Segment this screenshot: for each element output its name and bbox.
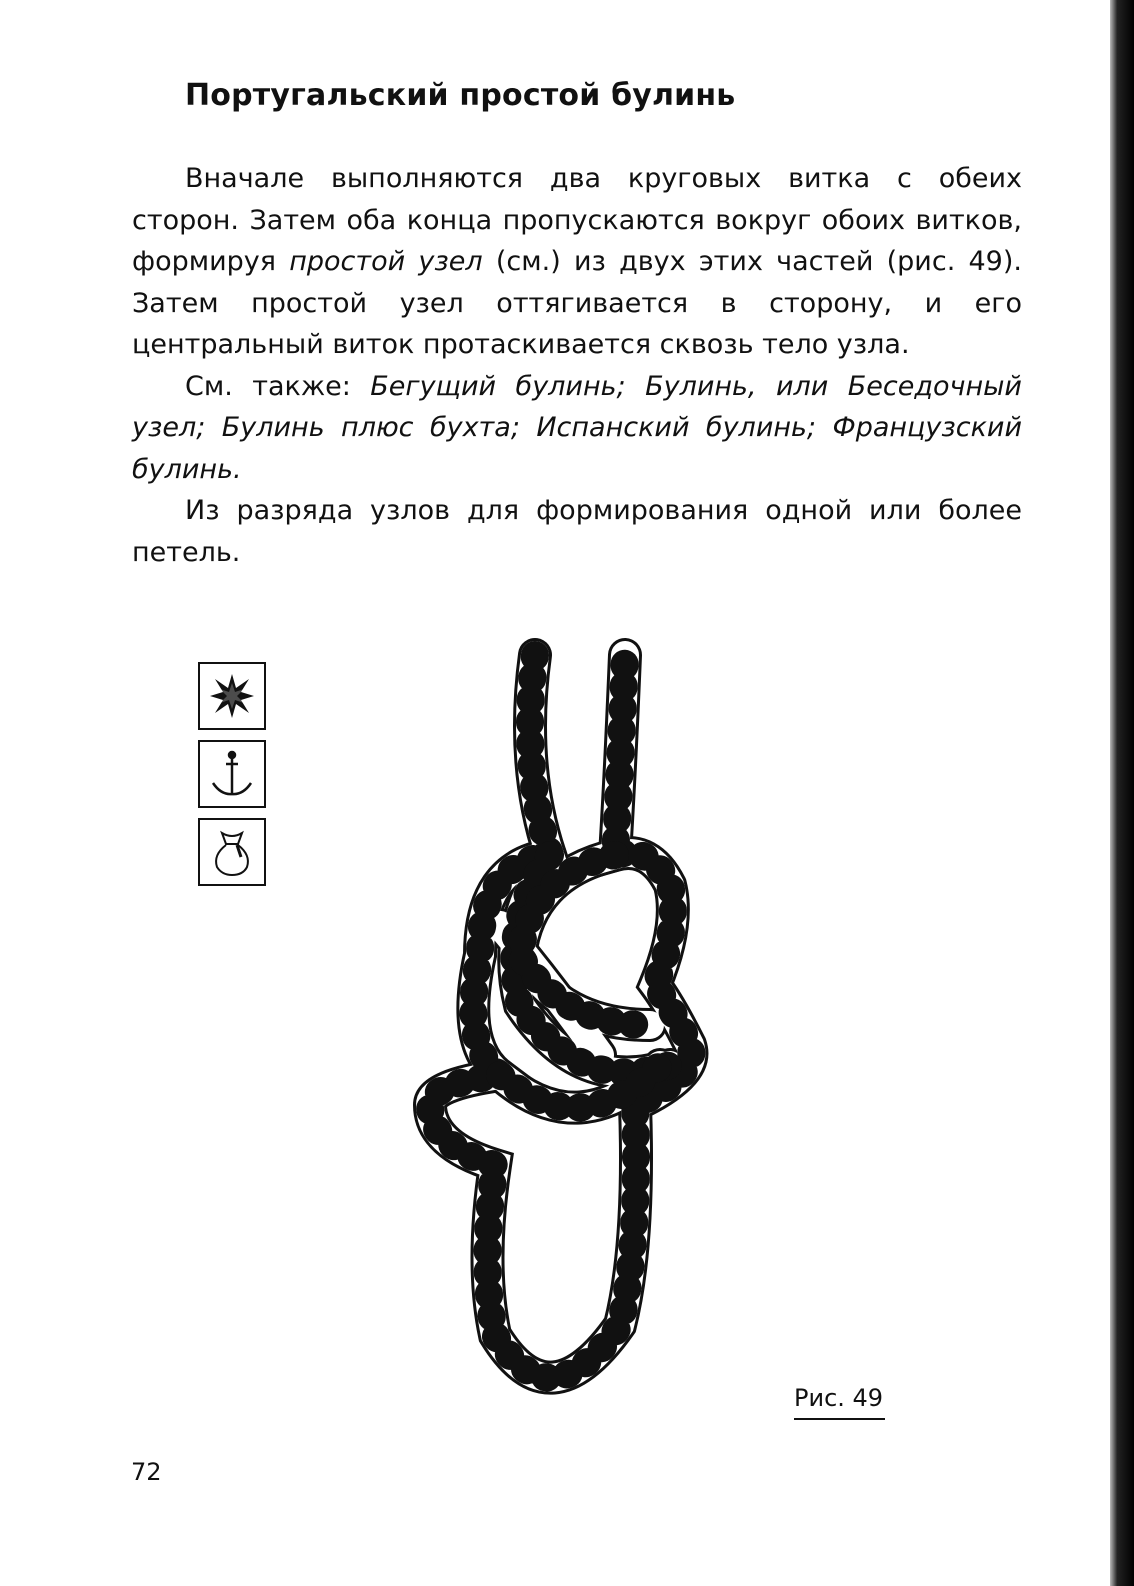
page-title: Португальский простой булинь bbox=[185, 78, 736, 113]
knot-illustration bbox=[400, 625, 720, 1425]
text-segment: (см.) из двух этих частей (рис. 49). Затем простой узел оттягивается в сторону, и его центральный виток протаскивается сквозь тело узла. bbox=[132, 246, 1022, 360]
body-text bbox=[132, 158, 1022, 573]
bag-icon bbox=[198, 818, 266, 886]
paragraph-category bbox=[132, 490, 1022, 573]
scan-page-edge bbox=[1110, 0, 1134, 1586]
anchor-icon bbox=[198, 740, 266, 808]
usage-icons bbox=[198, 662, 266, 896]
figure-caption: Рис. 49 bbox=[794, 1384, 885, 1420]
text-segment: Вначале выполняются два круговых витка с обеих сторон. Затем оба конца пропускаются вокруг обоих витков, формируя bbox=[132, 163, 1022, 277]
paragraph-description bbox=[132, 158, 1022, 366]
cross-reference: Бегущий булинь; Булинь, или Беседочный узел; Булинь плюс бухта; Испанский булинь; Французский булинь. bbox=[132, 370, 1022, 485]
cross-reference: простой узел bbox=[289, 246, 483, 277]
star-burst-icon bbox=[198, 662, 266, 730]
paragraph-see-also bbox=[132, 366, 1022, 491]
text-segment: См. также: bbox=[185, 370, 371, 402]
text-segment: Из разряда узлов для формирования одной или более петель. bbox=[132, 495, 1022, 568]
page-number: 72 bbox=[131, 1458, 162, 1486]
